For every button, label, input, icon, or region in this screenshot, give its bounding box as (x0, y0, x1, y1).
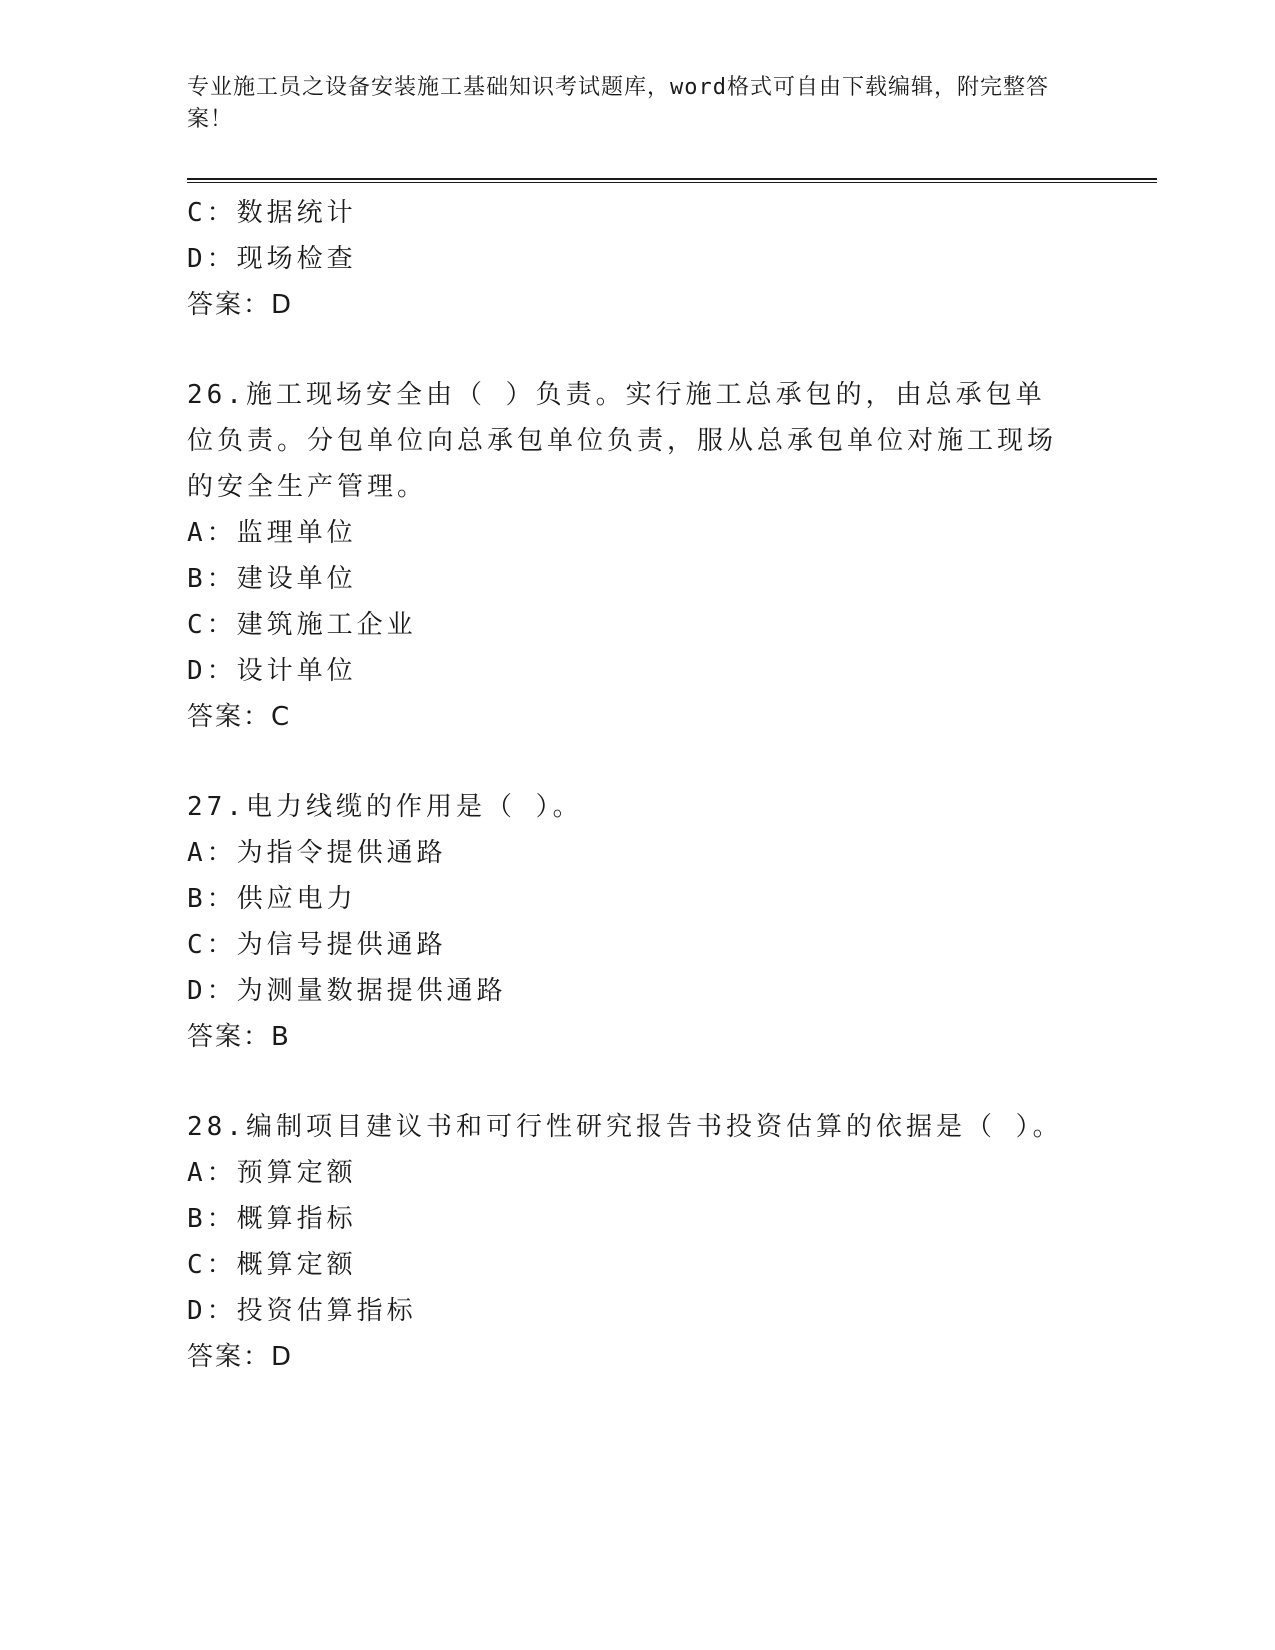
option-d: D：投资估算指标 (187, 1296, 417, 1326)
answer-line: 答案：B (187, 1022, 291, 1052)
answer-line: 答案：D (187, 1342, 294, 1372)
question-26-text: 26.施工现场安全由（ ）负责。实行施工总承包的，由总承包单位负责。分包单位向总承包单位负责，服从总承包单位对施工现场的安全生产管理。 (187, 380, 1058, 502)
page-header: 专业施工员之设备安装施工基础知识考试题库，word格式可自由下载编辑，附完整答案！ (187, 75, 1049, 132)
spacer (187, 740, 1087, 784)
header-divider (187, 178, 1157, 183)
option-c: C：数据统计 (187, 198, 357, 228)
option-c: C：建筑施工企业 (187, 610, 417, 640)
question-27-text: 27.电力线缆的作用是（ ）。 (187, 792, 583, 822)
option-b: B：供应电力 (187, 884, 357, 914)
answer-line: 答案：D (187, 290, 294, 320)
option-c: C：概算定额 (187, 1250, 357, 1280)
option-a: A：预算定额 (187, 1158, 357, 1188)
spacer (187, 328, 1087, 372)
option-b: B：建设单位 (187, 564, 357, 594)
option-c: C：为信号提供通路 (187, 930, 447, 960)
option-d: D：设计单位 (187, 656, 357, 686)
option-d: D：现场检查 (187, 244, 357, 274)
option-a: A：监理单位 (187, 518, 357, 548)
option-a: A：为指令提供通路 (187, 838, 447, 868)
spacer (187, 1060, 1087, 1104)
option-d: D：为测量数据提供通路 (187, 976, 507, 1006)
document-page (187, 0, 1157, 1650)
question-28-text: 28.编制项目建议书和可行性研究报告书投资估算的依据是（ ）。 (187, 1112, 1063, 1142)
question-content (187, 190, 1087, 1380)
answer-line: 答案：C (187, 702, 292, 732)
option-b: B：概算指标 (187, 1204, 357, 1234)
